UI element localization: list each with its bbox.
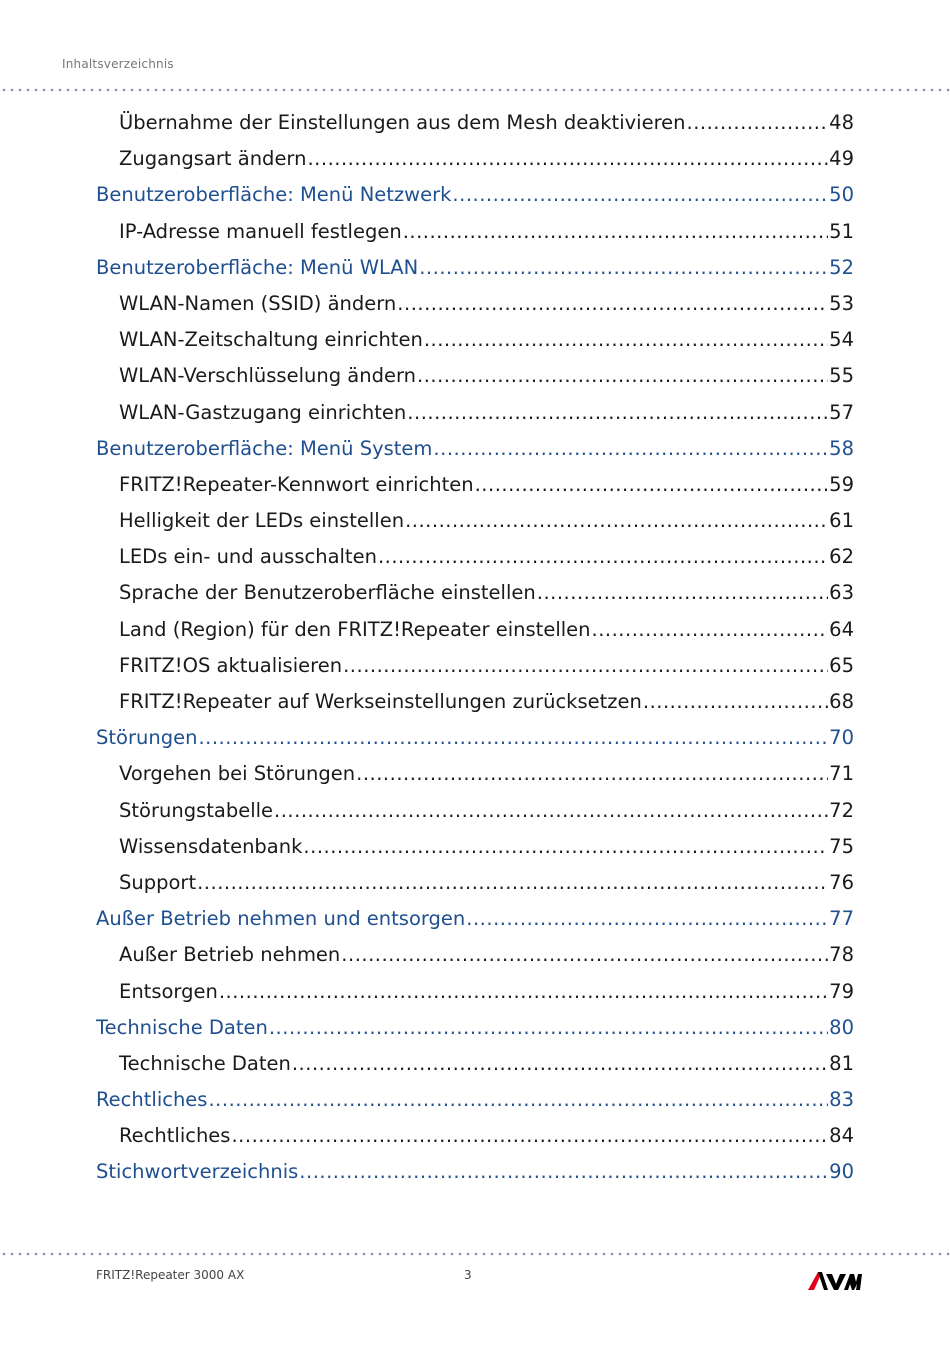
toc-entry-page-number: 81 — [829, 1051, 854, 1075]
toc-entry-title: Zugangsart ändern — [119, 147, 307, 171]
toc-entry-page-number: 84 — [829, 1124, 854, 1148]
bottom-dotted-divider — [0, 1252, 950, 1256]
toc-section-entry[interactable] — [96, 467, 854, 503]
table-of-contents — [96, 105, 854, 1191]
toc-entry-title: WLAN-Zeitschaltung einrichten — [119, 328, 423, 352]
toc-dot-leader — [303, 829, 828, 865]
toc-entry-title: Rechtliches — [96, 1088, 208, 1112]
toc-section-entry[interactable] — [96, 214, 854, 250]
toc-section-entry[interactable] — [96, 974, 854, 1010]
toc-dot-leader — [592, 612, 829, 648]
toc-section-entry[interactable] — [96, 358, 854, 394]
toc-entry-page-number: 78 — [829, 943, 854, 967]
toc-dot-leader — [405, 503, 828, 539]
toc-entry-page-number: 53 — [829, 291, 854, 315]
toc-section-entry[interactable] — [96, 612, 854, 648]
toc-section-entry[interactable] — [96, 395, 854, 431]
toc-section-entry[interactable] — [96, 648, 854, 684]
toc-entry-page-number: 49 — [829, 147, 854, 171]
toc-entry-page-number: 65 — [829, 653, 854, 677]
toc-section-entry[interactable] — [96, 322, 854, 358]
toc-entry-page-number: 62 — [829, 545, 854, 569]
toc-entry-title: FRITZ!Repeater auf Werkseinstellungen zurücksetzen — [119, 690, 642, 713]
toc-dot-leader — [537, 575, 828, 611]
toc-chapter-entry[interactable] — [96, 1082, 854, 1118]
toc-dot-leader — [299, 1154, 828, 1190]
toc-section-entry[interactable] — [96, 539, 854, 575]
toc-dot-leader — [433, 431, 828, 467]
toc-entry-page-number: 68 — [829, 690, 854, 713]
toc-entry-title: Land (Region) für den FRITZ!Repeater einstellen — [119, 617, 591, 641]
toc-section-entry[interactable] — [96, 141, 854, 177]
toc-section-entry[interactable] — [96, 575, 854, 611]
toc-entry-title: Wissensdatenbank — [119, 834, 303, 858]
toc-dot-leader — [397, 286, 828, 322]
toc-dot-leader — [403, 214, 828, 250]
toc-entry-title: Benutzeroberfläche: Menü WLAN — [96, 255, 419, 279]
toc-entry-title: Helligkeit der LEDs einstellen — [119, 509, 405, 533]
toc-entry-title: Technische Daten — [119, 1051, 291, 1075]
toc-entry-title: FRITZ!Repeater-Kennwort einrichten — [119, 472, 474, 496]
toc-dot-leader — [643, 684, 828, 720]
toc-dot-leader — [231, 1118, 828, 1154]
toc-entry-title: Benutzeroberfläche: Menü Netzwerk — [96, 183, 452, 207]
toc-entry-title: Vorgehen bei Störungen — [119, 762, 356, 786]
toc-dot-leader — [407, 395, 828, 431]
toc-entry-title: Stichwortverzeichnis — [96, 1160, 299, 1184]
toc-entry-page-number: 63 — [829, 581, 854, 605]
toc-entry-page-number: 79 — [829, 979, 854, 1003]
toc-entry-title: Außer Betrieb nehmen — [119, 943, 341, 967]
footer-product-name: FRITZ!Repeater 3000 AX — [96, 1268, 245, 1282]
toc-section-entry[interactable] — [96, 286, 854, 322]
toc-dot-leader — [197, 865, 828, 901]
toc-chapter-entry[interactable] — [96, 431, 854, 467]
toc-dot-leader — [341, 937, 828, 973]
toc-chapter-entry[interactable] — [96, 1010, 854, 1046]
toc-entry-page-number: 54 — [829, 328, 854, 352]
toc-entry-page-number: 58 — [829, 436, 854, 460]
toc-entry-title: Technische Daten — [96, 1015, 268, 1039]
toc-chapter-entry[interactable] — [96, 720, 854, 756]
toc-entry-page-number: 64 — [829, 617, 854, 641]
toc-entry-page-number: 72 — [829, 798, 854, 822]
toc-section-entry[interactable] — [96, 937, 854, 973]
toc-entry-page-number: 59 — [829, 472, 854, 496]
toc-chapter-entry[interactable] — [96, 177, 854, 213]
toc-entry-page-number: 57 — [829, 400, 854, 424]
toc-dot-leader — [208, 1082, 828, 1118]
toc-entry-page-number: 76 — [829, 870, 854, 894]
toc-dot-leader — [378, 539, 828, 575]
toc-entry-page-number: 90 — [829, 1160, 854, 1184]
toc-dot-leader — [274, 793, 828, 829]
toc-entry-title: Benutzeroberfläche: Menü System — [96, 436, 433, 460]
toc-entry-title: Übernahme der Einstellungen aus dem Mesh deaktivieren — [119, 111, 686, 134]
toc-dot-leader — [219, 974, 828, 1010]
toc-entry-title: Störungstabelle — [119, 798, 274, 822]
toc-section-entry[interactable] — [96, 865, 854, 901]
toc-section-entry[interactable] — [96, 1046, 854, 1082]
toc-entry-page-number: 75 — [829, 834, 854, 858]
toc-dot-leader — [424, 322, 828, 358]
toc-dot-leader — [475, 467, 829, 503]
footer-page-number: 3 — [464, 1268, 472, 1282]
avm-logo — [806, 1268, 862, 1294]
toc-entry-page-number: 77 — [829, 907, 854, 931]
toc-entry-page-number: 55 — [829, 364, 854, 388]
toc-entry-page-number: 52 — [829, 255, 854, 279]
toc-section-entry[interactable] — [96, 793, 854, 829]
toc-entry-page-number: 50 — [829, 183, 854, 207]
toc-dot-leader — [343, 648, 828, 684]
toc-section-entry[interactable] — [96, 829, 854, 865]
toc-section-entry[interactable] — [96, 503, 854, 539]
toc-dot-leader — [307, 141, 828, 177]
top-dotted-divider — [0, 88, 950, 92]
toc-entry-title: LEDs ein- und ausschalten — [119, 545, 377, 569]
toc-entry-page-number: 71 — [829, 762, 854, 786]
toc-entry-title: Außer Betrieb nehmen und entsorgen — [96, 907, 466, 931]
toc-dot-leader — [269, 1010, 828, 1046]
toc-chapter-entry[interactable] — [96, 250, 854, 286]
toc-entry-title: WLAN-Namen (SSID) ändern — [119, 291, 397, 315]
toc-entry-page-number: 83 — [829, 1088, 854, 1112]
toc-dot-leader — [452, 177, 828, 213]
toc-chapter-entry[interactable] — [96, 1154, 854, 1190]
toc-dot-leader — [419, 250, 828, 286]
toc-dot-leader — [466, 901, 828, 937]
toc-entry-title: WLAN-Gastzugang einrichten — [119, 400, 407, 424]
toc-entry-title: FRITZ!OS aktualisieren — [119, 653, 343, 677]
toc-dot-leader — [687, 105, 829, 141]
toc-entry-page-number: 70 — [829, 726, 854, 750]
toc-section-entry[interactable] — [96, 756, 854, 792]
toc-dot-leader — [356, 756, 828, 792]
toc-entry-page-number: 61 — [829, 509, 854, 533]
toc-entry-title: Support — [119, 870, 197, 894]
toc-entry-title: Sprache der Benutzeroberfläche einstellen — [119, 581, 536, 605]
toc-entry-title: Störungen — [96, 726, 198, 750]
toc-section-entry[interactable] — [96, 684, 854, 720]
toc-entry-title: IP-Adresse manuell festlegen — [119, 219, 402, 243]
header-section-label: Inhaltsverzeichnis — [62, 57, 174, 71]
toc-entry-title: Entsorgen — [119, 979, 218, 1003]
toc-dot-leader — [417, 358, 828, 394]
toc-entry-page-number: 51 — [829, 219, 854, 243]
toc-entry-page-number: 80 — [829, 1015, 854, 1039]
toc-section-entry[interactable] — [96, 105, 854, 141]
toc-section-entry[interactable] — [96, 1118, 854, 1154]
toc-dot-leader — [292, 1046, 828, 1082]
toc-dot-leader — [198, 720, 828, 756]
toc-entry-page-number: 48 — [829, 111, 854, 134]
toc-chapter-entry[interactable] — [96, 901, 854, 937]
toc-entry-title: Rechtliches — [119, 1124, 231, 1148]
toc-entry-title: WLAN-Verschlüsselung ändern — [119, 364, 417, 388]
